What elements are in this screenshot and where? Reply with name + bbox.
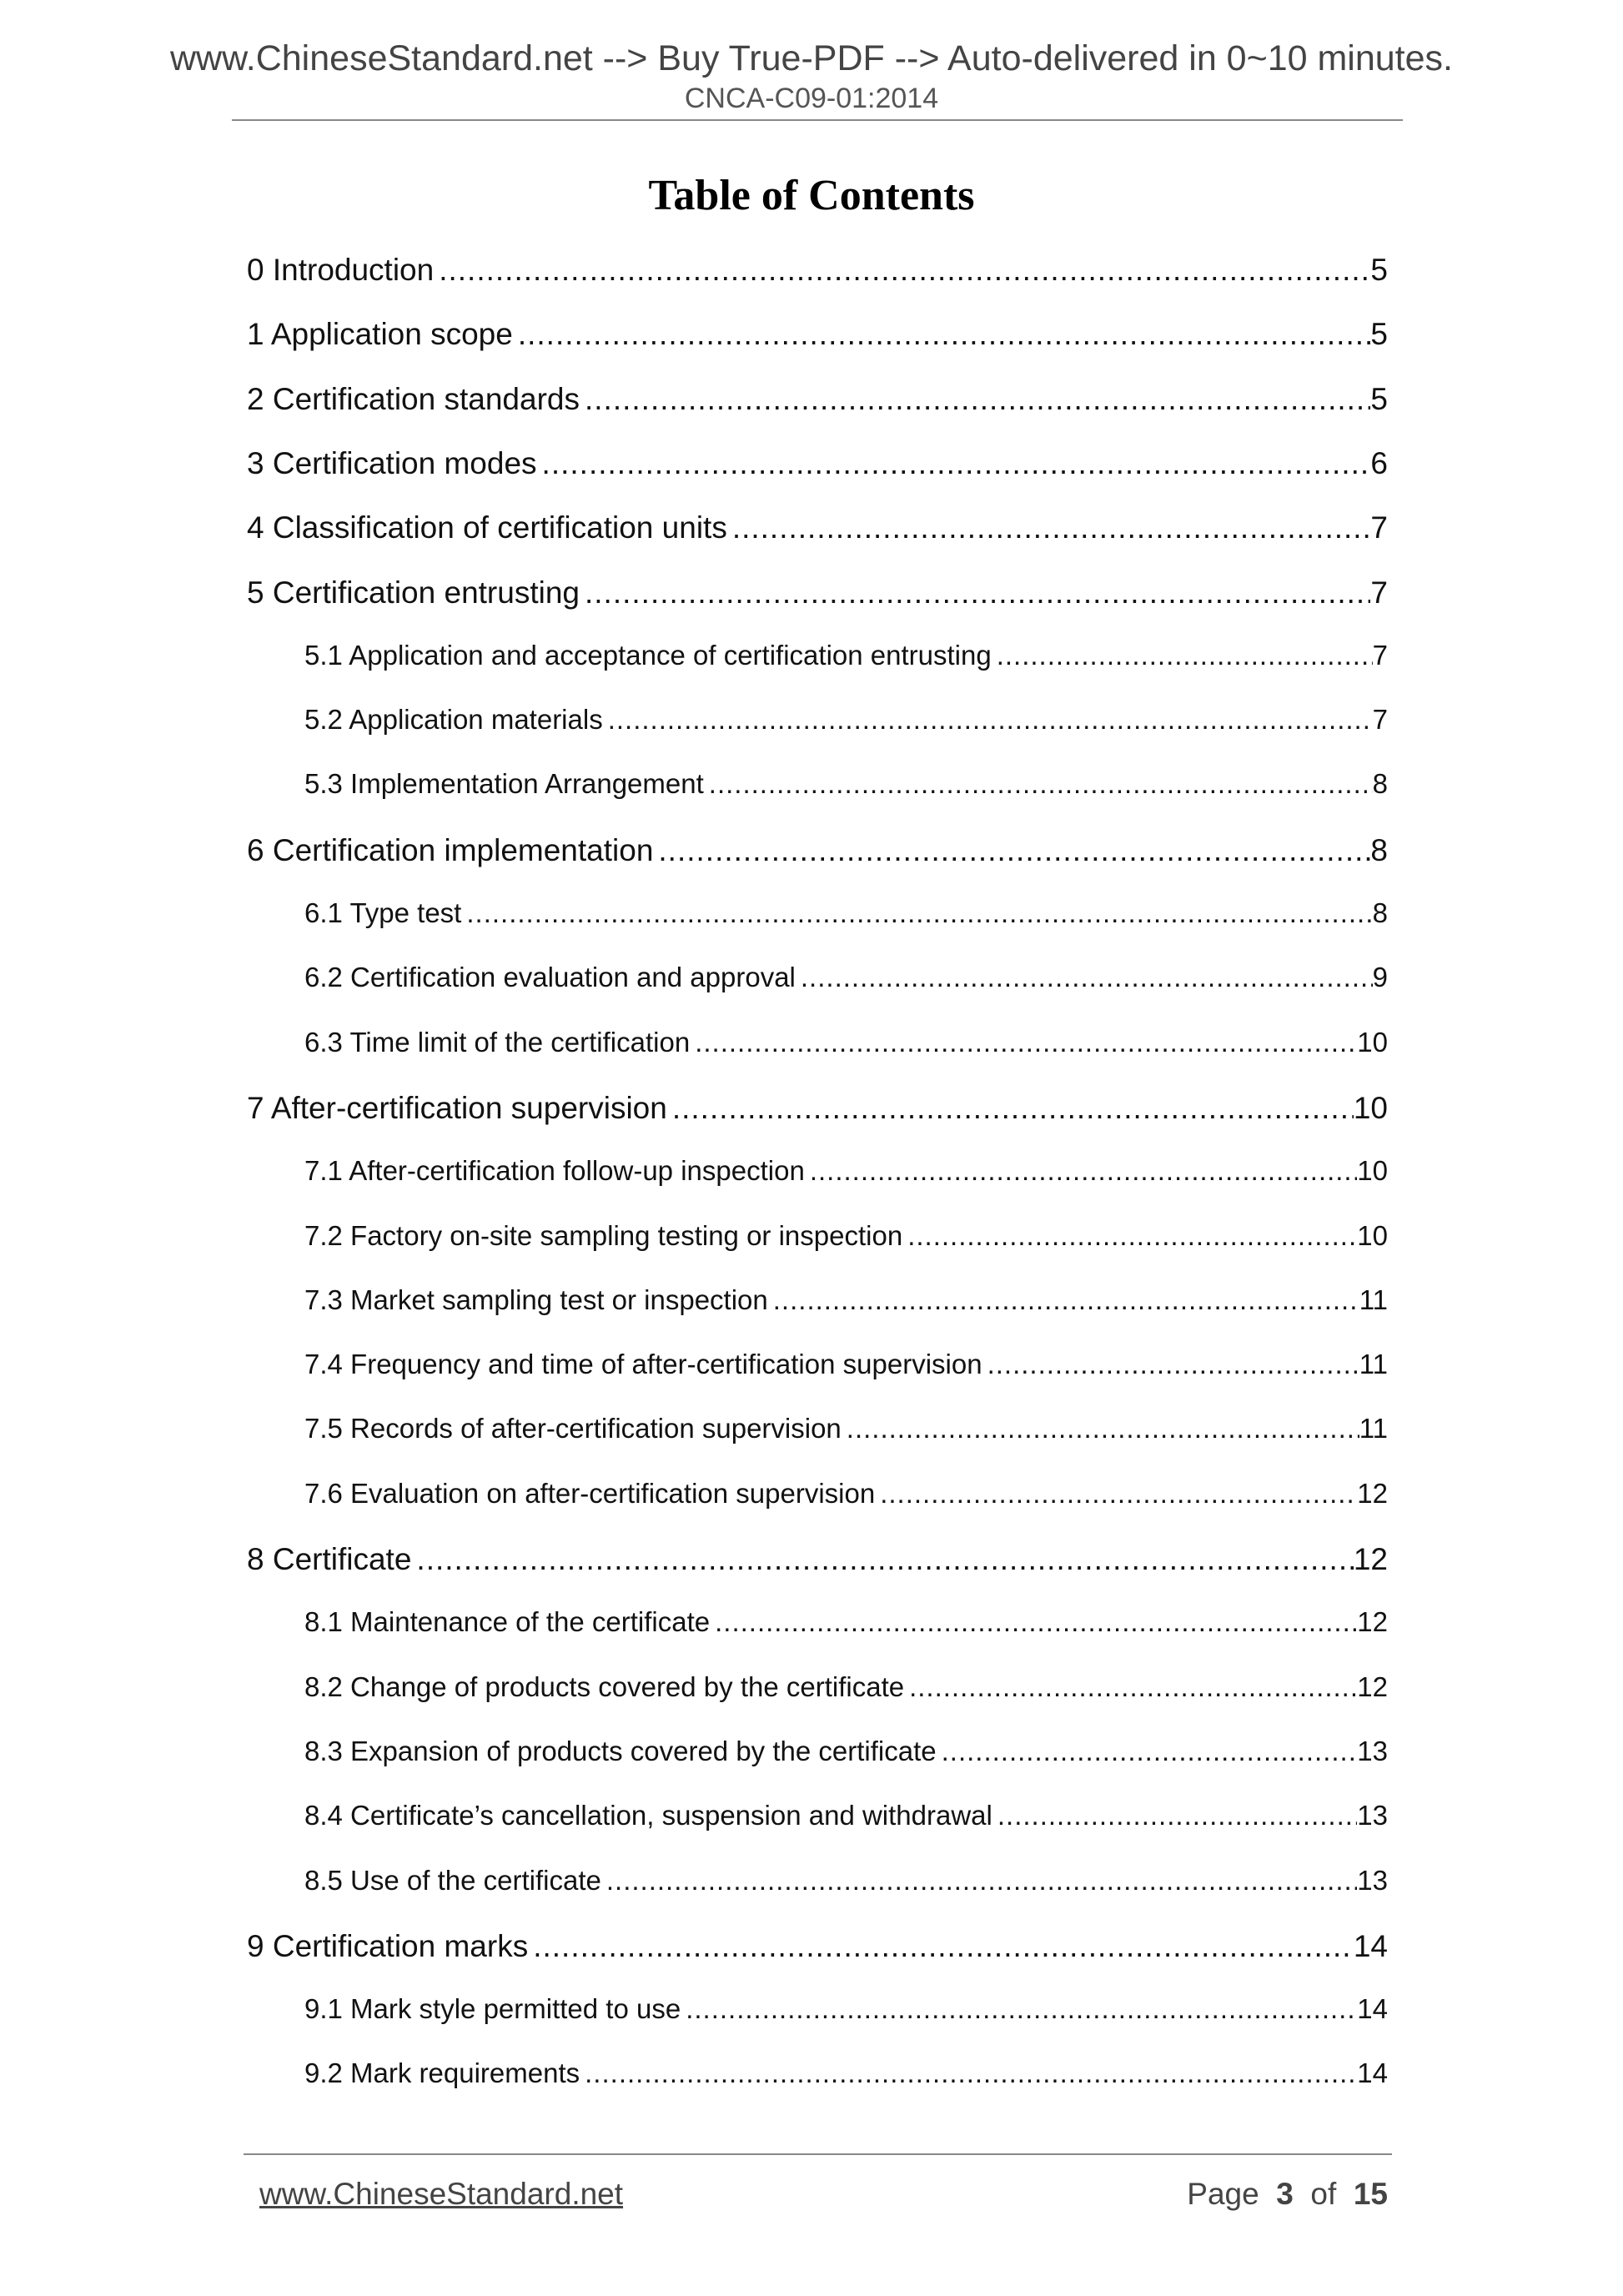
- toc-entry-page: 8: [1372, 768, 1388, 800]
- toc-entry-page: 7: [1372, 704, 1388, 736]
- toc-entry-page: 10: [1353, 1090, 1388, 1125]
- toc-entry-page: 5: [1370, 317, 1388, 352]
- toc-entry-label: 2 Certification standards: [247, 381, 580, 416]
- footer-link[interactable]: www.ChineseStandard.net: [259, 2177, 624, 2211]
- toc-entry-label: 5.2 Application materials: [304, 704, 603, 736]
- toc-entry-page: 12: [1357, 1477, 1388, 1509]
- toc-entry-label: 7.5 Records of after-certification supervision: [304, 1413, 842, 1444]
- toc-entry[interactable]: [304, 640, 1388, 671]
- dot-leader: [686, 1993, 1357, 2025]
- dot-leader: [801, 962, 1373, 993]
- toc-entry-page: 12: [1357, 1606, 1388, 1638]
- dot-leader: [658, 833, 1370, 868]
- toc-entry-page: 13: [1357, 1864, 1388, 1896]
- dot-leader: [732, 510, 1371, 545]
- toc-entry-page: 7: [1372, 639, 1388, 671]
- toc-entry-label: 8.3 Expansion of products covered by the certificate: [304, 1735, 937, 1766]
- toc-entry[interactable]: [304, 1349, 1388, 1380]
- toc-entry[interactable]: [304, 1155, 1388, 1187]
- of-word: of: [1310, 2177, 1337, 2211]
- header-divider: [232, 119, 1403, 121]
- dot-leader: [880, 1478, 1357, 1510]
- toc-entry-label: 7.1 After-certification follow-up inspection: [304, 1155, 805, 1187]
- toc-entry-page: 7: [1370, 510, 1388, 545]
- footer-divider: [244, 2153, 1392, 2155]
- toc-entry-label: 1 Application scope: [247, 317, 513, 352]
- toc-entry-page: 14: [1357, 2057, 1388, 2089]
- dot-leader: [847, 1413, 1359, 1444]
- toc-entry[interactable]: [247, 575, 1388, 610]
- toc-entry[interactable]: [247, 833, 1388, 868]
- toc-entry-page: 11: [1359, 1284, 1388, 1315]
- toc-entry-label: 7.6 Evaluation on after-certification supervision: [304, 1477, 876, 1509]
- toc-entry[interactable]: [247, 1542, 1388, 1577]
- toc-entry-page: 13: [1357, 1735, 1388, 1766]
- toc-entry-label: 7.4 Frequency and time of after-certification supervision: [304, 1349, 982, 1380]
- dot-leader: [715, 1606, 1357, 1638]
- header-banner[interactable]: www.ChineseStandard.net --> Buy True-PDF --> Auto-delivered in 0~10 minutes.: [169, 38, 1453, 78]
- dot-leader: [585, 575, 1370, 610]
- toc-entry[interactable]: [247, 510, 1388, 545]
- toc-entry[interactable]: [304, 1736, 1388, 1767]
- toc-entry-label: 9.1 Mark style permitted to use: [304, 1993, 681, 2025]
- toc-entry-page: 7: [1370, 575, 1388, 610]
- current-page: 3: [1276, 2177, 1294, 2211]
- toc-entry[interactable]: [247, 1929, 1388, 1964]
- toc-entry-page: 8: [1370, 832, 1388, 867]
- dot-leader: [997, 640, 1373, 671]
- toc-entry-label: 7.3 Market sampling test or inspection: [304, 1284, 768, 1315]
- toc-entry-label: 6.2 Certification evaluation and approval: [304, 962, 796, 993]
- standard-code: CNCA-C09-01:2014: [684, 83, 939, 114]
- dot-leader: [466, 897, 1372, 929]
- toc-entry[interactable]: [247, 317, 1388, 352]
- toc-entry-page: 9: [1372, 962, 1388, 993]
- toc-entry-label: 8 Certificate: [247, 1542, 412, 1576]
- toc-entry[interactable]: [304, 897, 1388, 929]
- dot-leader: [773, 1284, 1359, 1316]
- toc-entry-label: 7 After-certification supervision: [247, 1090, 667, 1125]
- toc-entry-page: 10: [1357, 1219, 1388, 1251]
- toc-entry[interactable]: [304, 1800, 1388, 1831]
- dot-leader: [987, 1349, 1359, 1380]
- toc-entry[interactable]: [247, 382, 1388, 417]
- dot-leader: [439, 253, 1370, 288]
- toc-entry-label: 5.3 Implementation Arrangement: [304, 768, 704, 800]
- toc-entry-label: 8.4 Certificate’s cancellation, suspension and withdrawal: [304, 1800, 992, 1831]
- toc-entry-page: 5: [1370, 253, 1388, 287]
- dot-leader: [585, 382, 1370, 417]
- toc-entry[interactable]: [304, 1027, 1388, 1058]
- dot-leader: [585, 2057, 1357, 2089]
- toc-entry[interactable]: [304, 1606, 1388, 1638]
- dot-leader: [518, 317, 1371, 352]
- toc-entry-label: 8.1 Maintenance of the certificate: [304, 1606, 711, 1638]
- toc-entry-page: 12: [1357, 1671, 1388, 1702]
- dot-leader: [608, 704, 1373, 736]
- toc-entry-label: 9.2 Mark requirements: [304, 2057, 580, 2089]
- toc-entry-page: 10: [1357, 1026, 1388, 1058]
- toc-entry[interactable]: [304, 1220, 1388, 1252]
- toc-entry-page: 11: [1359, 1413, 1388, 1444]
- dot-leader: [942, 1736, 1358, 1767]
- toc-entry-page: 11: [1359, 1349, 1388, 1380]
- toc-entry[interactable]: [304, 1413, 1388, 1444]
- toc-entry[interactable]: [304, 1284, 1388, 1316]
- toc-entry-label: 6.3 Time limit of the certification: [304, 1026, 691, 1058]
- dot-leader: [606, 1865, 1357, 1897]
- toc-entry-label: 9 Certification marks: [247, 1928, 529, 1963]
- toc-entry-page: 10: [1357, 1155, 1388, 1187]
- dot-leader: [907, 1220, 1357, 1252]
- toc-entry-label: 8.5 Use of the certificate: [304, 1864, 601, 1896]
- total-pages: 15: [1353, 2177, 1388, 2211]
- toc-entry[interactable]: [304, 2057, 1388, 2089]
- dot-leader: [533, 1929, 1354, 1964]
- toc-entry[interactable]: [247, 253, 1388, 288]
- dot-leader: [909, 1671, 1357, 1703]
- toc-entry-page: 8: [1372, 897, 1388, 928]
- toc-entry-label: 8.2 Change of products covered by the certificate: [304, 1671, 905, 1702]
- toc-entry[interactable]: [304, 704, 1388, 736]
- dot-leader: [709, 768, 1373, 800]
- toc-entry[interactable]: [304, 1993, 1388, 2025]
- toc-entry-page: 14: [1357, 1993, 1388, 2025]
- toc-entry-label: 7.2 Factory on-site sampling testing or inspection: [304, 1219, 903, 1251]
- toc-entry-label: 6.1 Type test: [304, 897, 462, 928]
- toc-entry-page: 12: [1353, 1542, 1388, 1576]
- toc-entry-label: 6 Certification implementation: [247, 832, 654, 867]
- toc-entry[interactable]: [304, 1671, 1388, 1703]
- dot-leader: [416, 1542, 1353, 1577]
- page-title: Table of Contents: [648, 172, 975, 219]
- dot-leader: [695, 1027, 1357, 1058]
- toc-entry-label: 3 Certification modes: [247, 445, 537, 480]
- toc-entry[interactable]: [304, 1865, 1388, 1897]
- dot-leader: [672, 1091, 1354, 1126]
- toc-entry-page: 5: [1370, 381, 1388, 416]
- toc-entry[interactable]: [247, 1091, 1388, 1126]
- dot-leader: [997, 1800, 1357, 1831]
- page-word: Page: [1187, 2177, 1259, 2211]
- toc-entry-label: 5 Certification entrusting: [247, 575, 580, 610]
- page-number: [1187, 2177, 1388, 2212]
- toc-entry-label: 0 Introduction: [247, 253, 435, 287]
- toc-entry-label: 5.1 Application and acceptance of certification entrusting: [304, 639, 992, 671]
- toc-entry[interactable]: [304, 768, 1388, 800]
- toc-entry[interactable]: [304, 1478, 1388, 1510]
- toc-entry-page: 14: [1353, 1928, 1388, 1963]
- toc-entry-page: 6: [1370, 445, 1388, 480]
- dot-leader: [542, 446, 1371, 481]
- dot-leader: [810, 1155, 1357, 1187]
- toc-entry[interactable]: [304, 962, 1388, 993]
- toc-entry[interactable]: [247, 446, 1388, 481]
- toc-entry-page: 13: [1357, 1800, 1388, 1831]
- toc-entry-label: 4 Classification of certification units: [247, 510, 727, 545]
